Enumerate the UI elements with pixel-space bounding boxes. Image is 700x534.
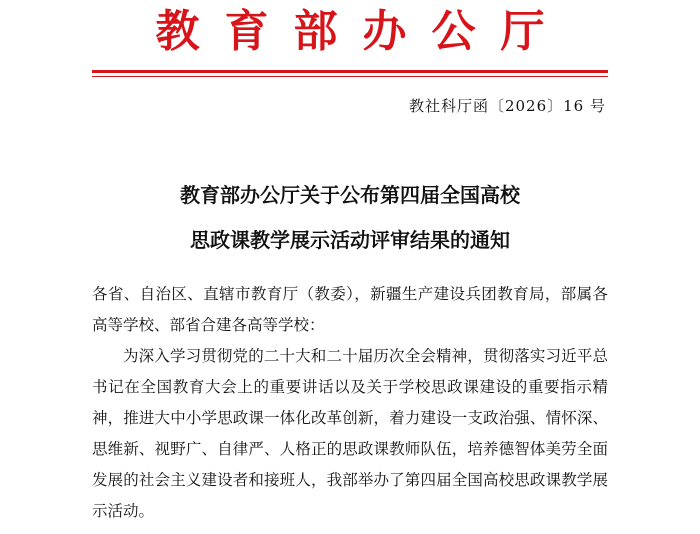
red-divider-thin [92,76,608,77]
body-paragraph: 为深入学习贯彻党的二十大和二十届历次全会精神，贯彻落实习近平总书记在全国教育大会上的重要讲话以及关于学校思政课建设的重要指示精神，推进大中小学思政课一体化改革创新，着力建设一支政治强、情怀深、思维新、视野广、自律严、人格正的思政课教师队伍，培养德智体美劳全面发展的社会主义建设者和接班人，我部举办了第四届全国高校思政课教学展示活动。 [92,347,608,520]
red-divider-thick [92,70,608,73]
document-title-line2: 思政课教学展示活动评审结果的通知 [190,228,510,252]
document-number: 教社科厅函〔2026〕16 号 [408,97,606,115]
document-title-line1: 教育部办公厅关于公布第四届全国高校 [180,183,520,207]
issuer-header: 教育部办公厅 [155,6,570,57]
salutation: 各省、自治区、直辖市教育厅（教委），新疆生产建设兵团教育局，部属各高等学校、部省合建各高等学校： [92,285,608,334]
